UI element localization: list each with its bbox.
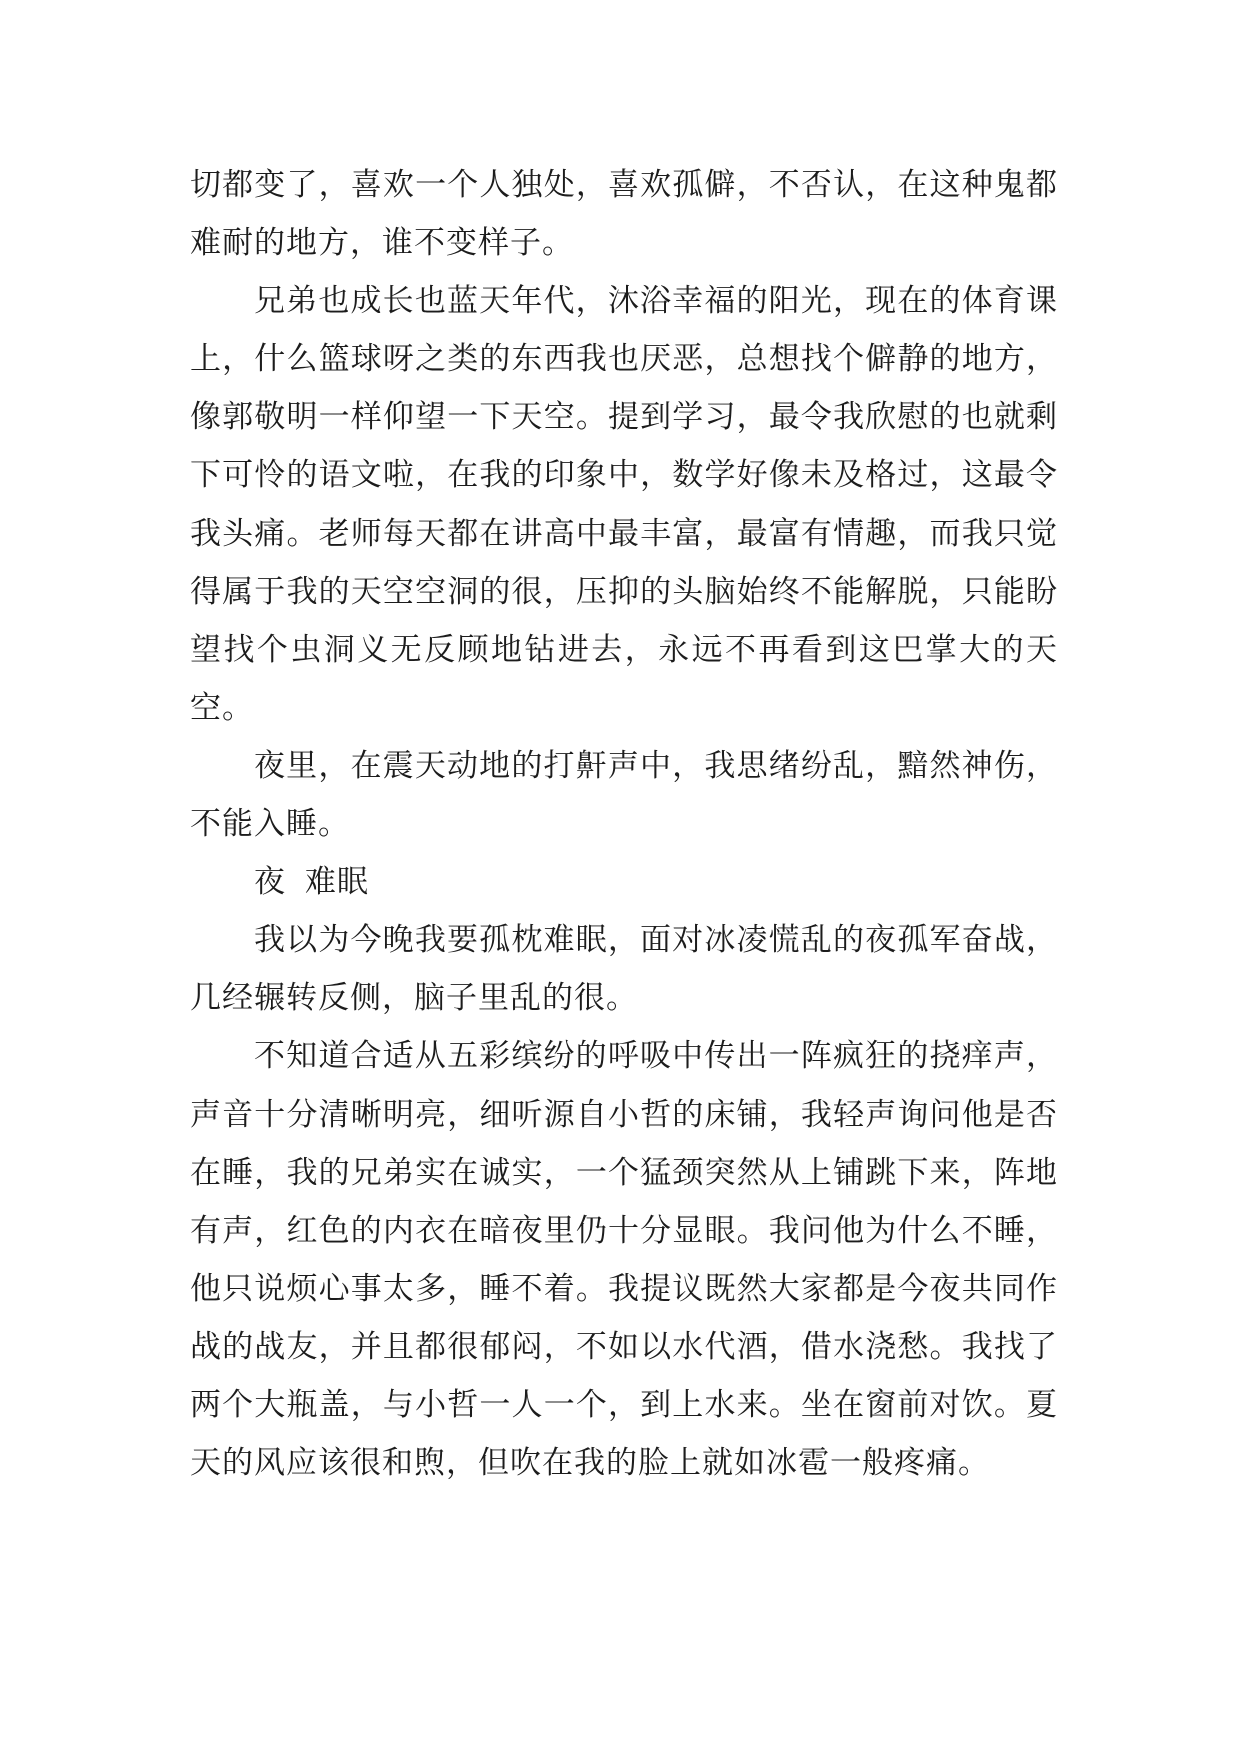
document-body bbox=[190, 156, 1058, 1492]
section-heading: 夜 难眠 bbox=[254, 864, 369, 901]
paragraph-night-drink: 不知道合适从五彩缤纷的呼吸中传出一阵疯狂的挠痒声，声音十分清晰明亮，细听源自小哲的床铺，我轻声询问他是否在睡，我的兄弟实在诚实，一个猛颈突然从上铺跳下来，阵地有声，红色的内衣在暗夜里仍十分显眼。我问他为什么不睡，他只说烦心事太多，睡不着。我提议既然大家都是今夜共同作战的战友，并且都很郁闷，不如以水代酒，借水浇愁。我找了两个大瓶盖，与小哲一人一个，到上水来。坐在窗前对饮。夏天的风应该很和煦，但吹在我的脸上就如冰雹一般疼痛。 bbox=[190, 1038, 1058, 1482]
paragraph-continuation: 切都变了，喜欢一个人独处，喜欢孤僻，不否认，在这种鬼都难耐的地方，谁不变样子。 bbox=[190, 167, 1058, 262]
paragraph-school-life: 兄弟也成长也蓝天年代，沐浴幸福的阳光，现在的体育课上，什么篮球呀之类的东西我也厌恶，总想找个僻静的地方，像郭敬明一样仰望一下天空。提到学习，最令我欣慰的也就剩下可怜的语文啦，在我的印象中，数学好像未及格过，这最令我头痛。老师每天都在讲高中最丰富，最富有情趣，而我只觉得属于我的天空空洞的很，压抑的头脑始终不能解脱，只能盼望找个虫洞义无反顾地钻进去，永远不再看到这巴掌大的天空。 bbox=[190, 283, 1058, 726]
paragraph-night-thoughts: 夜里，在震天动地的打鼾声中，我思绪纷乱，黯然神伤，不能入睡。 bbox=[190, 747, 1058, 843]
paragraph-sleepless: 我以为今晚我要孤枕难眠，面对冰凌慌乱的夜孤军奋战，几经辗转反侧，脑子里乱的很。 bbox=[190, 922, 1058, 1017]
